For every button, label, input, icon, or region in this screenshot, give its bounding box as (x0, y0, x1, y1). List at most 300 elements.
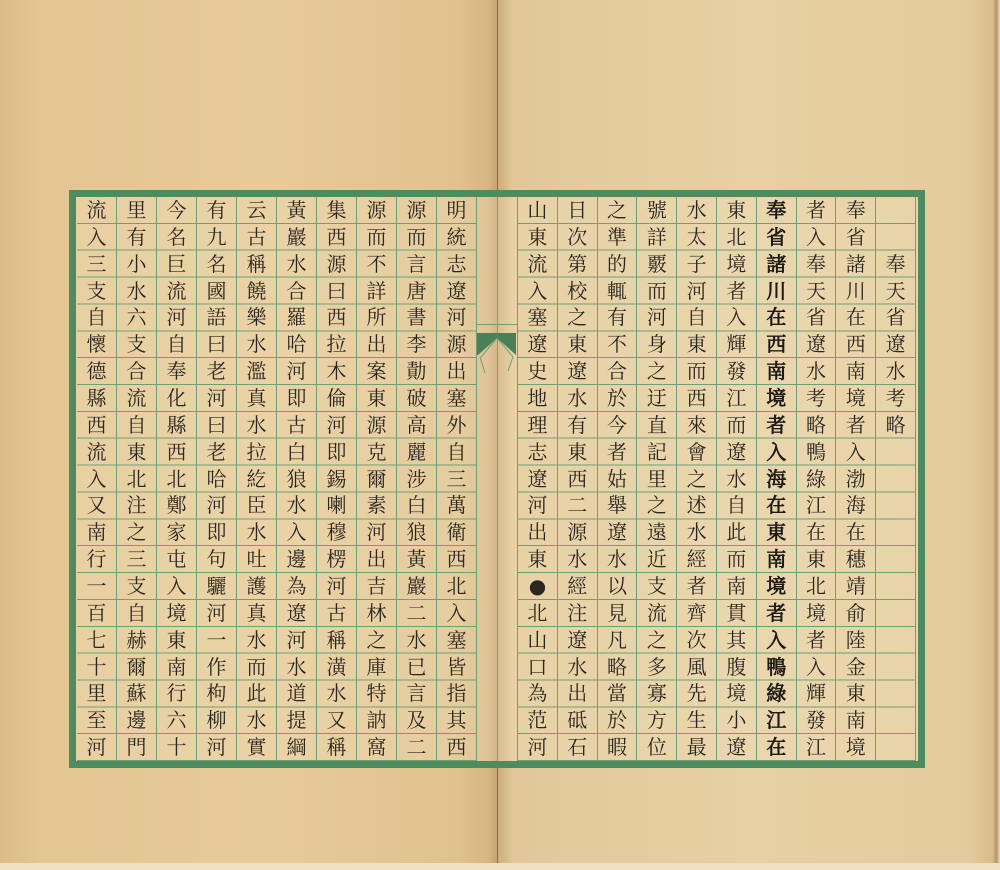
character: 羅 (286, 305, 307, 330)
character: 黃 (286, 198, 307, 222)
character: 拉 (326, 332, 347, 357)
character: 水 (246, 627, 267, 652)
character: 行 (86, 547, 107, 572)
character: 化 (166, 386, 187, 411)
character: 鴨 (806, 439, 826, 464)
character: 南 (766, 359, 787, 384)
character: 木 (326, 359, 347, 384)
character: 里 (86, 681, 107, 706)
character: 奉 (845, 198, 866, 222)
character: 水 (806, 359, 826, 384)
character: 寡 (646, 681, 667, 706)
character: 水 (246, 520, 267, 545)
character: 訥 (366, 708, 387, 733)
character: 屯 (166, 547, 187, 572)
character: 西 (446, 547, 467, 572)
character: 而 (726, 547, 747, 572)
character: 於 (607, 708, 628, 733)
text-column (77, 197, 117, 761)
character: 有 (567, 412, 588, 437)
character: 有 (607, 305, 628, 330)
character: 支 (126, 574, 147, 599)
character: 不 (607, 332, 628, 357)
character: 老 (206, 359, 227, 384)
character: 川 (766, 278, 787, 303)
character: 入 (86, 466, 107, 491)
character: 稱 (326, 627, 347, 652)
character: 有 (206, 198, 227, 222)
character: 實 (246, 735, 267, 760)
character: 穗 (845, 547, 866, 572)
character: 河 (326, 574, 347, 599)
character: 古 (286, 412, 307, 437)
character: 三 (126, 547, 147, 572)
text-column (277, 197, 317, 761)
character: 諸 (845, 251, 866, 276)
character: 水 (567, 386, 588, 411)
character: 生 (686, 708, 707, 733)
character: 語 (206, 305, 227, 330)
character: 遼 (607, 520, 628, 545)
character: 入 (446, 600, 467, 625)
character: 方 (646, 708, 667, 733)
character: 蘇 (126, 681, 147, 706)
character: 北 (806, 574, 826, 599)
character: 句 (206, 547, 227, 572)
text-column (677, 197, 717, 761)
character: 次 (567, 224, 588, 249)
character: 水 (406, 627, 427, 652)
character: 克 (366, 439, 387, 464)
character: 暇 (607, 735, 628, 760)
character: 齊 (686, 600, 707, 625)
character: 者 (607, 439, 628, 464)
character: 之 (366, 627, 387, 652)
character: 奉 (885, 251, 906, 276)
character: 河 (646, 305, 667, 330)
character: 見 (607, 600, 628, 625)
character: 曰 (206, 332, 227, 357)
character: 一 (206, 627, 227, 652)
character: 有 (126, 224, 147, 249)
character: 三 (446, 466, 467, 491)
character: 遼 (446, 278, 467, 303)
character: 驪 (206, 574, 227, 599)
character: 爾 (366, 466, 387, 491)
character: 志 (446, 251, 467, 276)
character: 為 (527, 681, 548, 706)
character: 之 (126, 520, 147, 545)
character: 志 (527, 439, 548, 464)
character: 經 (686, 547, 707, 572)
character: 水 (246, 332, 267, 357)
character: 入 (766, 439, 787, 464)
character: 遼 (527, 332, 548, 357)
character: 入 (527, 278, 548, 303)
character: 綠 (766, 681, 787, 706)
character: 二 (406, 600, 427, 625)
character: 之 (646, 627, 667, 652)
character: 窩 (366, 735, 387, 760)
text-column (437, 197, 477, 761)
character: 綠 (806, 466, 826, 491)
character: 流 (527, 251, 548, 276)
character: 省 (806, 305, 826, 330)
text-column (397, 197, 437, 761)
character: 流 (646, 600, 667, 625)
character: 之 (607, 198, 628, 222)
character: 巖 (406, 574, 427, 599)
text-column (317, 197, 357, 761)
character: 在 (806, 520, 826, 545)
character: 不 (366, 251, 387, 276)
character: 入 (845, 439, 866, 464)
text-column (637, 197, 677, 761)
text-column (836, 197, 876, 761)
character: 百 (86, 600, 107, 625)
character: 諸 (766, 251, 787, 276)
character: 枸 (206, 681, 227, 706)
character: 理 (527, 412, 548, 437)
character: 最 (686, 735, 707, 760)
character: 及 (406, 708, 427, 733)
character: 境 (766, 386, 787, 411)
character: 綱 (286, 735, 307, 760)
character: 東 (726, 198, 747, 222)
character: 而 (726, 412, 747, 437)
character: 西 (326, 305, 347, 330)
character: 李 (406, 332, 427, 357)
character: 源 (406, 198, 427, 222)
character: 一 (86, 574, 107, 599)
character: 邊 (126, 708, 147, 733)
character: 會 (686, 439, 707, 464)
character: 鴨 (766, 654, 787, 679)
character: 西 (567, 466, 588, 491)
character: 出 (366, 547, 387, 572)
character: 子 (686, 251, 707, 276)
character: 入 (806, 224, 826, 249)
text-column (197, 197, 237, 761)
character: 準 (607, 224, 628, 249)
character: 巨 (166, 251, 187, 276)
character: 注 (126, 493, 147, 518)
character: 其 (446, 708, 467, 733)
character: 巖 (286, 224, 307, 249)
fish-tail-icon (477, 333, 517, 375)
character: 西 (166, 439, 187, 464)
character: 東 (126, 439, 147, 464)
character: 塞 (446, 627, 467, 652)
character: 川 (845, 278, 866, 303)
character: 東 (567, 332, 588, 357)
character: 者 (806, 198, 826, 222)
character: 而 (406, 224, 427, 249)
character: 奉 (766, 198, 787, 222)
character: 外 (446, 412, 467, 437)
character: 考 (885, 386, 906, 411)
character: 源 (366, 198, 387, 222)
character: 東 (567, 439, 588, 464)
character: 河 (206, 493, 227, 518)
character: 水 (567, 547, 588, 572)
character: 水 (885, 359, 906, 384)
character: 小 (726, 708, 747, 733)
character: 支 (646, 574, 667, 599)
character: 北 (166, 466, 187, 491)
character: 遼 (567, 627, 588, 652)
character: 水 (286, 493, 307, 518)
character: 東 (366, 386, 387, 411)
character: 腹 (726, 654, 747, 679)
character: 書 (406, 305, 427, 330)
page-edge (0, 863, 1000, 870)
character: 道 (286, 681, 307, 706)
character: 在 (766, 493, 787, 518)
character: 南 (766, 547, 787, 572)
character: 天 (885, 278, 906, 303)
character: 河 (527, 493, 548, 518)
character: 之 (567, 305, 588, 330)
character: 河 (286, 359, 307, 384)
character: 又 (86, 493, 107, 518)
character: 之 (686, 466, 707, 491)
character: 稱 (326, 735, 347, 760)
character: 東 (686, 332, 707, 357)
character: 東 (527, 224, 548, 249)
character: 即 (286, 386, 307, 411)
character: 水 (246, 708, 267, 733)
character: 發 (726, 359, 747, 384)
character: 云 (246, 198, 267, 222)
character: 樂 (246, 305, 267, 330)
character: 近 (646, 547, 667, 572)
character: 石 (567, 735, 588, 760)
text-column (717, 197, 757, 761)
character: 饒 (246, 278, 267, 303)
character: 者 (686, 574, 707, 599)
character: 詳 (646, 224, 667, 249)
character: 校 (567, 278, 588, 303)
character: 略 (607, 654, 628, 679)
character: 自 (166, 332, 187, 357)
character: 出 (567, 681, 588, 706)
character: 衛 (446, 520, 467, 545)
character: 江 (806, 735, 826, 760)
character: 輝 (806, 681, 826, 706)
character: 口 (527, 654, 548, 679)
character: 皆 (446, 654, 467, 679)
right-page-text-grid (517, 197, 916, 761)
character: 南 (86, 520, 107, 545)
character: 略 (885, 412, 906, 437)
character: 者 (726, 278, 747, 303)
character: 入 (726, 305, 747, 330)
character: 水 (567, 654, 588, 679)
character: 案 (366, 359, 387, 384)
character: 西 (845, 332, 866, 357)
character: 六 (166, 708, 187, 733)
character: 臣 (246, 493, 267, 518)
character: 而 (366, 224, 387, 249)
character: 河 (446, 305, 467, 330)
character: 的 (607, 251, 628, 276)
character: 言 (406, 681, 427, 706)
character: 里 (646, 466, 667, 491)
character: 破 (406, 386, 427, 411)
character: ● (528, 574, 547, 599)
character: 省 (845, 224, 866, 249)
character: 范 (527, 708, 548, 733)
character: 自 (446, 439, 467, 464)
character: 三 (86, 251, 107, 276)
character: 而 (246, 654, 267, 679)
character: 柳 (206, 708, 227, 733)
character: 述 (686, 493, 707, 518)
character: 注 (567, 600, 588, 625)
character: 北 (446, 574, 467, 599)
character: 風 (686, 654, 707, 679)
character: 奉 (806, 251, 826, 276)
character: 即 (326, 439, 347, 464)
character: 西 (686, 386, 707, 411)
character: 濫 (246, 359, 267, 384)
character: 拉 (246, 439, 267, 464)
character: 老 (206, 439, 227, 464)
character: 河 (326, 412, 347, 437)
character: 河 (366, 520, 387, 545)
character: 十 (86, 654, 107, 679)
character: 白 (286, 439, 307, 464)
character: 多 (646, 654, 667, 679)
text-column (237, 197, 277, 761)
character: 於 (607, 386, 628, 411)
character: 山 (527, 627, 548, 652)
character: 源 (326, 251, 347, 276)
center-gutter (477, 197, 517, 761)
character: 身 (646, 332, 667, 357)
character: 古 (326, 600, 347, 625)
character: 東 (527, 547, 548, 572)
character: 喇 (326, 493, 347, 518)
character: 吉 (366, 574, 387, 599)
character: 水 (126, 278, 147, 303)
character: 北 (126, 466, 147, 491)
character: 支 (86, 278, 107, 303)
character: 黃 (406, 547, 427, 572)
character: 太 (686, 224, 707, 249)
character: 明 (446, 198, 467, 222)
character: 六 (126, 305, 147, 330)
character: 略 (806, 412, 826, 437)
character: 水 (326, 681, 347, 706)
character: 流 (126, 386, 147, 411)
character: 縣 (86, 386, 107, 411)
character: 又 (326, 708, 347, 733)
character: 覈 (646, 251, 667, 276)
character: 自 (86, 305, 107, 330)
character: 輒 (607, 278, 628, 303)
character: 源 (567, 520, 588, 545)
character: 河 (166, 305, 187, 330)
character: 二 (567, 493, 588, 518)
character: 萬 (446, 493, 467, 518)
character: 俞 (845, 600, 866, 625)
character: 即 (206, 520, 227, 545)
character: 來 (686, 412, 707, 437)
character: 在 (845, 520, 866, 545)
character: 遼 (286, 600, 307, 625)
character: 真 (246, 386, 267, 411)
character: 江 (726, 386, 747, 411)
character: 者 (806, 627, 826, 652)
character: 楞 (326, 547, 347, 572)
character: 所 (366, 305, 387, 330)
character: 入 (806, 654, 826, 679)
character: 考 (806, 386, 826, 411)
character: 源 (366, 412, 387, 437)
text-column (598, 197, 638, 761)
character: 西 (766, 332, 787, 357)
character: 作 (206, 654, 227, 679)
character: 水 (286, 654, 307, 679)
character: 唐 (406, 278, 427, 303)
character: 倫 (326, 386, 347, 411)
character: 砥 (567, 708, 588, 733)
character: 水 (686, 198, 707, 222)
character: 河 (86, 735, 107, 760)
character: 遼 (885, 332, 906, 357)
character: 狼 (286, 466, 307, 491)
character: 海 (766, 466, 787, 491)
character: 發 (806, 708, 826, 733)
text-column-overprint (757, 197, 797, 761)
character: 而 (646, 278, 667, 303)
character: 九 (206, 224, 227, 249)
character: 者 (845, 412, 866, 437)
character: 者 (766, 600, 787, 625)
character: 赫 (126, 627, 147, 652)
character: 北 (726, 224, 747, 249)
character: 境 (806, 600, 826, 625)
character: 麗 (406, 439, 427, 464)
text-column (117, 197, 157, 761)
character: 統 (446, 224, 467, 249)
character: 在 (845, 305, 866, 330)
character: 河 (286, 627, 307, 652)
character: 水 (246, 412, 267, 437)
character: 號 (646, 198, 667, 222)
character: 之 (646, 493, 667, 518)
character: 之 (646, 359, 667, 384)
character: 言 (406, 251, 427, 276)
text-column (157, 197, 197, 761)
character: 里 (126, 198, 147, 222)
character: 白 (406, 493, 427, 518)
character: 流 (86, 198, 107, 222)
character: 東 (845, 681, 866, 706)
character: 爾 (126, 654, 147, 679)
character: 為 (286, 574, 307, 599)
character: 在 (766, 735, 787, 760)
character: 南 (166, 654, 187, 679)
character: 水 (726, 466, 747, 491)
character: 曰 (206, 412, 227, 437)
character: 遼 (527, 466, 548, 491)
character: 南 (845, 708, 866, 733)
character: 遼 (806, 332, 826, 357)
character: 狼 (406, 520, 427, 545)
